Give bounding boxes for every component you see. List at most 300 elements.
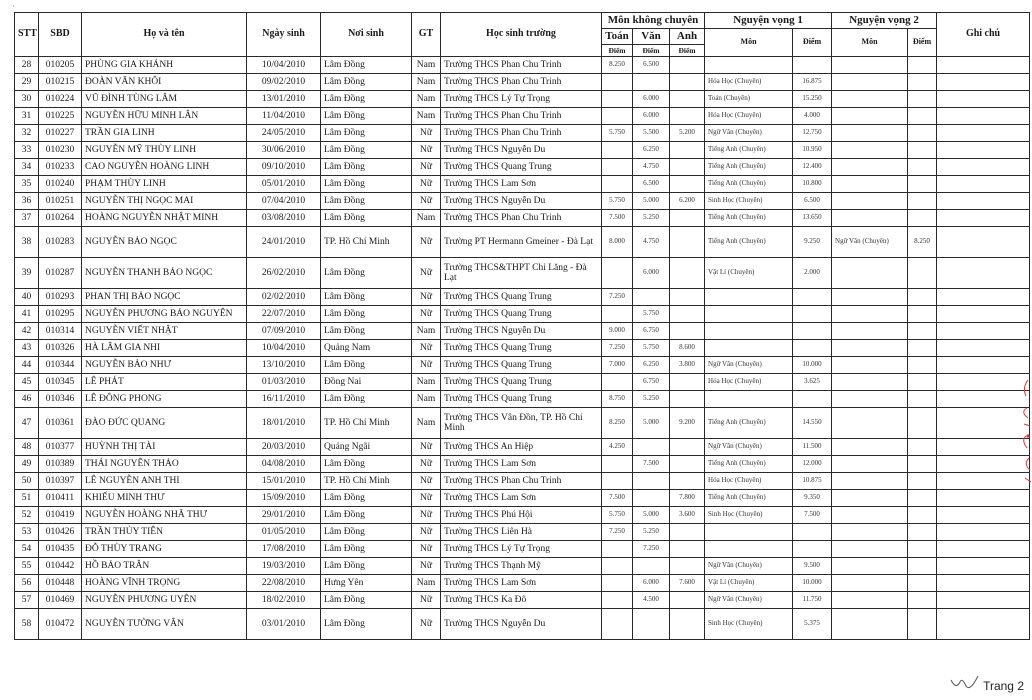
col-truong: Học sinh trường xyxy=(441,13,602,57)
school-cell: Trường THCS Quang Trung xyxy=(441,159,602,176)
anh-cell xyxy=(670,323,705,340)
dob-cell: 13/10/2010 xyxy=(247,357,321,374)
note-cell xyxy=(937,473,1030,490)
nv2-mon-cell xyxy=(832,473,908,490)
gt-cell: Nam xyxy=(412,374,441,391)
nv2-diem-cell xyxy=(908,357,937,374)
table-row xyxy=(15,193,1030,210)
dob-cell: 10/04/2010 xyxy=(247,340,321,357)
table-row xyxy=(15,456,1030,473)
note-cell xyxy=(937,592,1030,609)
anh-cell xyxy=(670,142,705,159)
scan-speck: · xyxy=(12,2,15,11)
nv2-mon-cell xyxy=(832,374,908,391)
name-cell: KHIẾU MINH THƯ xyxy=(82,490,247,507)
col-van: Văn xyxy=(633,29,670,45)
van-cell: 5.000 xyxy=(633,507,670,524)
nv2-mon-cell xyxy=(832,340,908,357)
gt-cell: Nam xyxy=(412,575,441,592)
name-cell: ĐOÀN VĂN KHÔI xyxy=(82,74,247,91)
school-cell: Trường THCS Phú Hội xyxy=(441,507,602,524)
sbd-cell: 010346 xyxy=(39,391,82,408)
toan-cell: 7.500 xyxy=(602,490,633,507)
gt-cell: Nữ xyxy=(412,227,441,258)
anh-cell xyxy=(670,176,705,193)
nv2-mon-cell xyxy=(832,456,908,473)
toan-cell: 7.250 xyxy=(602,289,633,306)
pob-cell: Lâm Đồng xyxy=(321,289,412,306)
nv2-mon-cell xyxy=(832,57,908,74)
table-row xyxy=(15,227,1030,258)
nv1-diem-cell: 12.000 xyxy=(793,456,832,473)
gt-cell: Nữ xyxy=(412,490,441,507)
sbd-cell: 010230 xyxy=(39,142,82,159)
note-cell xyxy=(937,193,1030,210)
nv1-diem-cell: 12.400 xyxy=(793,159,832,176)
sbd-cell: 010264 xyxy=(39,210,82,227)
pob-cell: Lâm Đồng xyxy=(321,558,412,575)
nv2-diem-cell xyxy=(908,609,937,640)
van-cell: 5.750 xyxy=(633,340,670,357)
gt-cell: Nam xyxy=(412,74,441,91)
school-cell: Trường THCS Quang Trung xyxy=(441,306,602,323)
pob-cell: Lâm Đồng xyxy=(321,210,412,227)
pob-cell: Lâm Đồng xyxy=(321,609,412,640)
stt-cell: 28 xyxy=(15,57,39,74)
note-cell xyxy=(937,456,1030,473)
nv1-diem-cell: 11.500 xyxy=(793,439,832,456)
table-body xyxy=(15,57,1030,640)
dob-cell: 24/01/2010 xyxy=(247,227,321,258)
nv1-diem-cell: 16.875 xyxy=(793,74,832,91)
nv2-diem-cell xyxy=(908,340,937,357)
school-cell: Trường THCS Phan Chu Trinh xyxy=(441,125,602,142)
pob-cell: Lâm Đồng xyxy=(321,176,412,193)
pob-cell: Lâm Đồng xyxy=(321,323,412,340)
nv1-diem-cell xyxy=(793,340,832,357)
sbd-cell: 010345 xyxy=(39,374,82,391)
anh-cell xyxy=(670,210,705,227)
van-cell xyxy=(633,558,670,575)
nv1-mon-cell xyxy=(705,524,793,541)
table-row xyxy=(15,91,1030,108)
gt-cell: Nữ xyxy=(412,541,441,558)
note-cell xyxy=(937,439,1030,456)
pob-cell: Đồng Nai xyxy=(321,374,412,391)
toan-cell xyxy=(602,74,633,91)
table-row xyxy=(15,473,1030,490)
dob-cell: 07/04/2010 xyxy=(247,193,321,210)
nv2-diem-cell xyxy=(908,439,937,456)
dob-cell: 20/03/2010 xyxy=(247,439,321,456)
table-row xyxy=(15,357,1030,374)
sbd-cell: 010293 xyxy=(39,289,82,306)
nv1-diem-cell: 9.350 xyxy=(793,490,832,507)
gt-cell: Nam xyxy=(412,108,441,125)
stt-cell: 45 xyxy=(15,374,39,391)
initial-signature xyxy=(948,672,988,696)
school-cell: Trường THCS Phan Chu Trinh xyxy=(441,74,602,91)
dob-cell: 18/01/2010 xyxy=(247,408,321,439)
page-number: Trang 2 xyxy=(983,679,1024,693)
sbd-cell: 010205 xyxy=(39,57,82,74)
name-cell: NGUYỄN PHƯƠNG UYÊN xyxy=(82,592,247,609)
pob-cell: TP. Hồ Chí Minh xyxy=(321,227,412,258)
table-row xyxy=(15,74,1030,91)
col-toan: Toán xyxy=(602,29,633,45)
nv1-mon-cell: Vật Lí (Chuyên) xyxy=(705,258,793,289)
stt-cell: 57 xyxy=(15,592,39,609)
nv1-diem-cell: 11.750 xyxy=(793,592,832,609)
toan-cell: 4.250 xyxy=(602,439,633,456)
toan-cell: 9.000 xyxy=(602,323,633,340)
stt-cell: 38 xyxy=(15,227,39,258)
school-cell: Trường THCS Quang Trung xyxy=(441,289,602,306)
toan-cell xyxy=(602,473,633,490)
school-cell: Trường THCS Nguyễn Du xyxy=(441,609,602,640)
stt-cell: 56 xyxy=(15,575,39,592)
nv2-mon-cell xyxy=(832,507,908,524)
toan-cell xyxy=(602,575,633,592)
table-row xyxy=(15,575,1030,592)
nv1-diem-cell: 10.875 xyxy=(793,473,832,490)
nv2-mon-cell: Ngữ Văn (Chuyên) xyxy=(832,227,908,258)
nv2-diem-cell: 8.250 xyxy=(908,227,937,258)
nv2-diem-cell xyxy=(908,592,937,609)
stt-cell: 49 xyxy=(15,456,39,473)
toan-cell: 5.750 xyxy=(602,125,633,142)
pob-cell: Quảng Ngãi xyxy=(321,439,412,456)
anh-cell xyxy=(670,473,705,490)
nv2-mon-cell xyxy=(832,575,908,592)
nv2-diem-cell xyxy=(908,408,937,439)
toan-cell: 7.250 xyxy=(602,524,633,541)
stt-cell: 41 xyxy=(15,306,39,323)
nv1-diem-cell: 14.550 xyxy=(793,408,832,439)
van-cell: 5.250 xyxy=(633,210,670,227)
name-cell: NGUYỄN MỸ THÙY LINH xyxy=(82,142,247,159)
stt-cell: 34 xyxy=(15,159,39,176)
nv2-mon-cell xyxy=(832,210,908,227)
nv1-diem-cell xyxy=(793,323,832,340)
nv1-mon-cell: Tiếng Anh (Chuyên) xyxy=(705,227,793,258)
nv2-mon-cell xyxy=(832,125,908,142)
nv1-diem-cell: 6.500 xyxy=(793,193,832,210)
anh-cell xyxy=(670,374,705,391)
table-row xyxy=(15,159,1030,176)
stt-cell: 29 xyxy=(15,74,39,91)
table-row xyxy=(15,125,1030,142)
van-cell xyxy=(633,473,670,490)
results-table xyxy=(14,12,1030,640)
anh-cell xyxy=(670,592,705,609)
name-cell: NGUYỄN HỮU MINH LÂN xyxy=(82,108,247,125)
school-cell: Trường THCS Quang Trung xyxy=(441,374,602,391)
col-anh: Anh xyxy=(670,29,705,45)
van-cell: 6.500 xyxy=(633,57,670,74)
pob-cell: TP. Hồ Chí Minh xyxy=(321,473,412,490)
note-cell xyxy=(937,210,1030,227)
anh-cell xyxy=(670,541,705,558)
stt-cell: 33 xyxy=(15,142,39,159)
toan-cell xyxy=(602,592,633,609)
anh-cell xyxy=(670,108,705,125)
dob-cell: 22/08/2010 xyxy=(247,575,321,592)
col-nv1-mon: Môn xyxy=(705,29,793,57)
sbd-cell: 010419 xyxy=(39,507,82,524)
col-toan-diem: Điểm xyxy=(602,45,633,57)
note-cell xyxy=(937,357,1030,374)
dob-cell: 10/04/2010 xyxy=(247,57,321,74)
name-cell: CAO NGUYỄN HOÀNG LINH xyxy=(82,159,247,176)
name-cell: HỒ BẢO TRÂN xyxy=(82,558,247,575)
nv2-diem-cell xyxy=(908,306,937,323)
nv1-mon-cell: Tiếng Anh (Chuyên) xyxy=(705,159,793,176)
stt-cell: 53 xyxy=(15,524,39,541)
name-cell: NGUYỄN TƯỜNG VÂN xyxy=(82,609,247,640)
nv2-diem-cell xyxy=(908,57,937,74)
note-cell xyxy=(937,258,1030,289)
nv2-mon-cell xyxy=(832,490,908,507)
name-cell: HOÀNG VĨNH TRỌNG xyxy=(82,575,247,592)
nv1-diem-cell xyxy=(793,57,832,74)
nv2-diem-cell xyxy=(908,524,937,541)
col-nv2-mon: Môn xyxy=(832,29,908,57)
toan-cell xyxy=(602,541,633,558)
stt-cell: 40 xyxy=(15,289,39,306)
nv2-diem-cell xyxy=(908,289,937,306)
name-cell: TRẦN GIA LINH xyxy=(82,125,247,142)
col-nv2-diem: Điểm xyxy=(908,29,937,57)
van-cell: 6.000 xyxy=(633,91,670,108)
dob-cell: 04/08/2010 xyxy=(247,456,321,473)
nv2-mon-cell xyxy=(832,176,908,193)
school-cell: Trường THCS Quang Trung xyxy=(441,357,602,374)
toan-cell: 7.000 xyxy=(602,357,633,374)
anh-cell: 9.200 xyxy=(670,408,705,439)
van-cell xyxy=(633,490,670,507)
nv2-diem-cell xyxy=(908,258,937,289)
nv1-mon-cell: Tiếng Anh (Chuyên) xyxy=(705,142,793,159)
nv2-mon-cell xyxy=(832,439,908,456)
nv1-diem-cell: 9.250 xyxy=(793,227,832,258)
nv1-mon-cell xyxy=(705,391,793,408)
school-cell: Trường PT Hermann Gmeiner - Đà Lạt xyxy=(441,227,602,258)
van-cell: 7.500 xyxy=(633,456,670,473)
anh-cell: 7.800 xyxy=(670,490,705,507)
van-cell: 6.750 xyxy=(633,374,670,391)
school-cell: Trường THCS Lý Tự Trọng xyxy=(441,541,602,558)
nv1-mon-cell: Ngữ Văn (Chuyên) xyxy=(705,357,793,374)
nv1-mon-cell: Ngữ Văn (Chuyên) xyxy=(705,592,793,609)
anh-cell xyxy=(670,391,705,408)
table-row xyxy=(15,323,1030,340)
toan-cell: 7.250 xyxy=(602,340,633,357)
sbd-cell: 010314 xyxy=(39,323,82,340)
toan-cell xyxy=(602,456,633,473)
gt-cell: Nữ xyxy=(412,524,441,541)
nv1-diem-cell: 10.950 xyxy=(793,142,832,159)
dob-cell: 29/01/2010 xyxy=(247,507,321,524)
table-row xyxy=(15,609,1030,640)
nv2-diem-cell xyxy=(908,541,937,558)
pob-cell: Lâm Đồng xyxy=(321,391,412,408)
school-cell: Trường THCS Quang Trung xyxy=(441,391,602,408)
group-nv2: Nguyện vọng 2 xyxy=(832,13,937,29)
name-cell: NGUYỄN HOÀNG NHÃ THƯ xyxy=(82,507,247,524)
nv2-mon-cell xyxy=(832,592,908,609)
gt-cell: Nữ xyxy=(412,176,441,193)
toan-cell xyxy=(602,108,633,125)
nv2-diem-cell xyxy=(908,176,937,193)
toan-cell xyxy=(602,176,633,193)
toan-cell: 7.500 xyxy=(602,210,633,227)
toan-cell xyxy=(602,159,633,176)
pob-cell: Lâm Đồng xyxy=(321,57,412,74)
nv2-mon-cell xyxy=(832,408,908,439)
col-ghi-chu: Ghi chú xyxy=(937,13,1030,57)
nv1-diem-cell: 10.000 xyxy=(793,575,832,592)
table-row xyxy=(15,142,1030,159)
sbd-cell: 010227 xyxy=(39,125,82,142)
nv1-mon-cell: Tiếng Anh (Chuyên) xyxy=(705,176,793,193)
toan-cell xyxy=(602,609,633,640)
nv2-diem-cell xyxy=(908,108,937,125)
dob-cell: 03/01/2010 xyxy=(247,609,321,640)
nv1-mon-cell: Toán (Chuyên) xyxy=(705,91,793,108)
nv1-mon-cell: Sinh Học (Chuyên) xyxy=(705,507,793,524)
nv1-diem-cell: 5.375 xyxy=(793,609,832,640)
pob-cell: Lâm Đồng xyxy=(321,524,412,541)
gt-cell: Nữ xyxy=(412,340,441,357)
nv2-mon-cell xyxy=(832,289,908,306)
anh-cell xyxy=(670,524,705,541)
toan-cell: 8.000 xyxy=(602,227,633,258)
anh-cell xyxy=(670,57,705,74)
pob-cell: Quảng Nam xyxy=(321,340,412,357)
anh-cell xyxy=(670,74,705,91)
school-cell: Trường THCS Nguyễn Du xyxy=(441,142,602,159)
pob-cell: Lâm Đồng xyxy=(321,456,412,473)
sbd-cell: 010225 xyxy=(39,108,82,125)
van-cell: 6.000 xyxy=(633,258,670,289)
van-cell: 6.250 xyxy=(633,357,670,374)
col-ngay-sinh: Ngày sinh xyxy=(247,13,321,57)
nv1-diem-cell: 10.800 xyxy=(793,176,832,193)
name-cell: LÊ NGUYỄN ANH THI xyxy=(82,473,247,490)
sbd-cell: 010215 xyxy=(39,74,82,91)
pob-cell: Lâm Đồng xyxy=(321,490,412,507)
sbd-cell: 010240 xyxy=(39,176,82,193)
nv2-diem-cell xyxy=(908,125,937,142)
nv2-mon-cell xyxy=(832,74,908,91)
table-row xyxy=(15,289,1030,306)
nv2-mon-cell xyxy=(832,323,908,340)
name-cell: VŨ ĐÌNH TÙNG LÂM xyxy=(82,91,247,108)
nv1-mon-cell: Vật Lí (Chuyên) xyxy=(705,575,793,592)
van-cell xyxy=(633,289,670,306)
toan-cell xyxy=(602,306,633,323)
school-cell: Trường THCS An Hiệp xyxy=(441,439,602,456)
anh-cell xyxy=(670,558,705,575)
note-cell xyxy=(937,391,1030,408)
note-cell xyxy=(937,125,1030,142)
note-cell xyxy=(937,541,1030,558)
note-cell xyxy=(937,159,1030,176)
dob-cell: 22/07/2010 xyxy=(247,306,321,323)
table-header xyxy=(15,13,1030,57)
sbd-cell: 010344 xyxy=(39,357,82,374)
stt-cell: 42 xyxy=(15,323,39,340)
sbd-cell: 010426 xyxy=(39,524,82,541)
anh-cell: 3.600 xyxy=(670,507,705,524)
note-cell xyxy=(937,289,1030,306)
anh-cell xyxy=(670,306,705,323)
nv1-diem-cell xyxy=(793,306,832,323)
col-sbd: SBD xyxy=(39,13,82,57)
van-cell xyxy=(633,74,670,91)
gt-cell: Nữ xyxy=(412,558,441,575)
nv1-diem-cell: 12.750 xyxy=(793,125,832,142)
dob-cell: 03/08/2010 xyxy=(247,210,321,227)
note-cell xyxy=(937,57,1030,74)
pob-cell: Hưng Yên xyxy=(321,575,412,592)
school-cell: Trường THCS Lam Sơn xyxy=(441,176,602,193)
sbd-cell: 010389 xyxy=(39,456,82,473)
toan-cell: 8.250 xyxy=(602,408,633,439)
gt-cell: Nam xyxy=(412,323,441,340)
stt-cell: 47 xyxy=(15,408,39,439)
dob-cell: 02/02/2010 xyxy=(247,289,321,306)
nv2-diem-cell xyxy=(908,323,937,340)
gt-cell: Nữ xyxy=(412,142,441,159)
nv1-mon-cell: Hóa Học (Chuyên) xyxy=(705,74,793,91)
nv2-diem-cell xyxy=(908,91,937,108)
school-cell: Trường THCS Ka Đô xyxy=(441,592,602,609)
nv1-diem-cell: 7.500 xyxy=(793,507,832,524)
gt-cell: Nữ xyxy=(412,357,441,374)
van-cell: 6.250 xyxy=(633,142,670,159)
school-cell: Trường THCS Phan Chu Trinh xyxy=(441,57,602,74)
pob-cell: Lâm Đồng xyxy=(321,159,412,176)
pob-cell: Lâm Đồng xyxy=(321,91,412,108)
toan-cell: 5.750 xyxy=(602,193,633,210)
pob-cell: TP. Hồ Chí Minh xyxy=(321,408,412,439)
pob-cell: Lâm Đồng xyxy=(321,541,412,558)
gt-cell: Nữ xyxy=(412,159,441,176)
nv2-diem-cell xyxy=(908,575,937,592)
nv1-diem-cell: 13.650 xyxy=(793,210,832,227)
dob-cell: 11/04/2010 xyxy=(247,108,321,125)
sbd-cell: 010435 xyxy=(39,541,82,558)
note-cell xyxy=(937,323,1030,340)
anh-cell xyxy=(670,289,705,306)
school-cell: Trường THCS Lam Sơn xyxy=(441,575,602,592)
pob-cell: Lâm Đồng xyxy=(321,357,412,374)
sbd-cell: 010233 xyxy=(39,159,82,176)
gt-cell: Nam xyxy=(412,57,441,74)
school-cell: Trường THCS Nguyễn Du xyxy=(441,323,602,340)
sbd-cell: 010326 xyxy=(39,340,82,357)
pob-cell: Lâm Đồng xyxy=(321,507,412,524)
dob-cell: 01/05/2010 xyxy=(247,524,321,541)
stt-cell: 35 xyxy=(15,176,39,193)
stt-cell: 54 xyxy=(15,541,39,558)
nv2-mon-cell xyxy=(832,258,908,289)
van-cell: 6.000 xyxy=(633,575,670,592)
sbd-cell: 010283 xyxy=(39,227,82,258)
dob-cell: 07/09/2010 xyxy=(247,323,321,340)
